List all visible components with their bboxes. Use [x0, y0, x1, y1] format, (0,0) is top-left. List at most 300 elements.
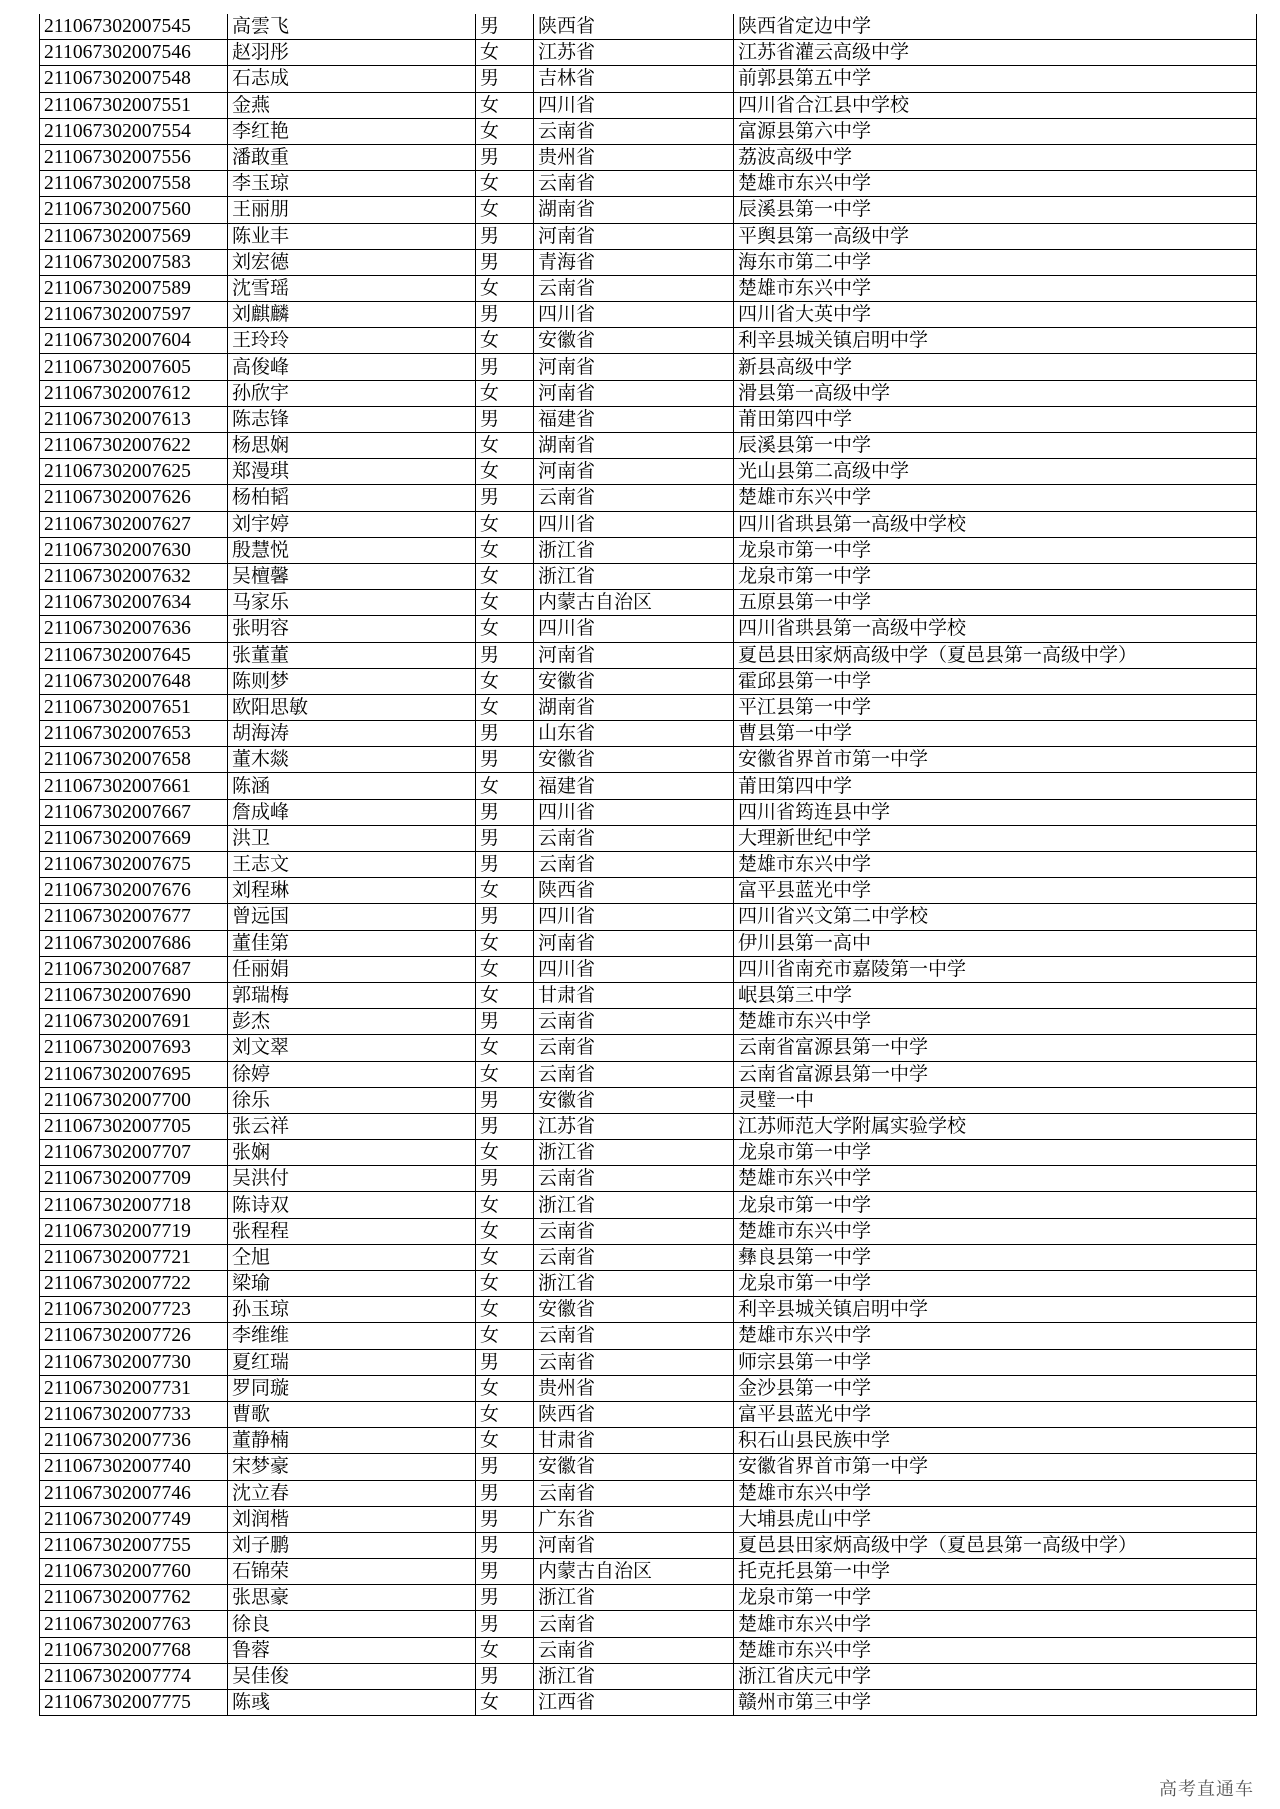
student-name-cell: 刘子鹏 — [228, 1532, 476, 1558]
province-cell: 云南省 — [534, 852, 734, 878]
candidate-id-cell: 211067302007669 — [40, 825, 228, 851]
student-name-cell: 吴洪付 — [228, 1166, 476, 1192]
school-cell: 大理新世纪中学 — [734, 825, 1257, 851]
table-row — [40, 1035, 1257, 1061]
student-name-cell: 陈诗双 — [228, 1192, 476, 1218]
table-row — [40, 511, 1257, 537]
province-cell: 河南省 — [534, 223, 734, 249]
province-cell: 四川省 — [534, 904, 734, 930]
candidate-id-cell: 211067302007676 — [40, 878, 228, 904]
student-name-cell: 陈则梦 — [228, 668, 476, 694]
province-cell: 浙江省 — [534, 1192, 734, 1218]
student-name-cell: 陈业丰 — [228, 223, 476, 249]
province-cell: 陕西省 — [534, 1401, 734, 1427]
student-name-cell: 董佳第 — [228, 930, 476, 956]
candidate-id-cell: 211067302007700 — [40, 1087, 228, 1113]
province-cell: 河南省 — [534, 642, 734, 668]
table-row — [40, 537, 1257, 563]
province-cell: 湖南省 — [534, 694, 734, 720]
table-row — [40, 328, 1257, 354]
school-cell: 夏邑县田家炳高级中学（夏邑县第一高级中学） — [734, 642, 1257, 668]
table-row — [40, 197, 1257, 223]
school-cell: 江苏师范大学附属实验学校 — [734, 1113, 1257, 1139]
school-cell: 富平县蓝光中学 — [734, 1401, 1257, 1427]
student-name-cell: 张娴 — [228, 1140, 476, 1166]
school-cell: 海东市第二中学 — [734, 249, 1257, 275]
candidate-id-cell: 211067302007556 — [40, 144, 228, 170]
student-name-cell: 张董董 — [228, 642, 476, 668]
student-name-cell: 曹歌 — [228, 1401, 476, 1427]
student-name-cell: 刘文翠 — [228, 1035, 476, 1061]
candidate-id-cell: 211067302007636 — [40, 616, 228, 642]
school-cell: 平江县第一中学 — [734, 694, 1257, 720]
school-cell: 平舆县第一高级中学 — [734, 223, 1257, 249]
gender-cell: 女 — [476, 40, 534, 66]
school-cell: 新县高级中学 — [734, 354, 1257, 380]
student-name-cell: 马家乐 — [228, 590, 476, 616]
student-name-cell: 郭瑞梅 — [228, 982, 476, 1008]
gender-cell: 男 — [476, 302, 534, 328]
student-name-cell: 张思豪 — [228, 1585, 476, 1611]
student-name-cell: 王丽朋 — [228, 197, 476, 223]
table-row — [40, 1271, 1257, 1297]
watermark: 高考直通车 — [1159, 1779, 1254, 1800]
school-cell: 龙泉市第一中学 — [734, 1192, 1257, 1218]
candidate-id-cell: 211067302007569 — [40, 223, 228, 249]
gender-cell: 女 — [476, 1061, 534, 1087]
school-cell: 前郭县第五中学 — [734, 66, 1257, 92]
table-row — [40, 1637, 1257, 1663]
province-cell: 云南省 — [534, 1349, 734, 1375]
table-row — [40, 1113, 1257, 1139]
school-cell: 五原县第一中学 — [734, 590, 1257, 616]
school-cell: 安徽省界首市第一中学 — [734, 1454, 1257, 1480]
province-cell: 浙江省 — [534, 1140, 734, 1166]
province-cell: 河南省 — [534, 459, 734, 485]
school-cell: 利辛县城关镇启明中学 — [734, 1297, 1257, 1323]
gender-cell: 女 — [476, 773, 534, 799]
province-cell: 安徽省 — [534, 1297, 734, 1323]
candidate-id-cell: 211067302007733 — [40, 1401, 228, 1427]
school-cell: 楚雄市东兴中学 — [734, 275, 1257, 301]
student-name-cell: 殷慧悦 — [228, 537, 476, 563]
table-row — [40, 66, 1257, 92]
gender-cell: 女 — [476, 1375, 534, 1401]
table-row — [40, 694, 1257, 720]
candidate-id-cell: 211067302007630 — [40, 537, 228, 563]
province-cell: 云南省 — [534, 1035, 734, 1061]
gender-cell: 男 — [476, 485, 534, 511]
school-cell: 光山县第二高级中学 — [734, 459, 1257, 485]
student-name-cell: 吴佳俊 — [228, 1663, 476, 1689]
candidate-id-cell: 211067302007722 — [40, 1271, 228, 1297]
school-cell: 滑县第一高级中学 — [734, 380, 1257, 406]
candidate-id-cell: 211067302007675 — [40, 852, 228, 878]
school-cell: 大埔县虎山中学 — [734, 1506, 1257, 1532]
gender-cell: 女 — [476, 118, 534, 144]
gender-cell: 男 — [476, 1009, 534, 1035]
table-row — [40, 747, 1257, 773]
table-row — [40, 1087, 1257, 1113]
table-row — [40, 668, 1257, 694]
school-cell: 托克托县第一中学 — [734, 1559, 1257, 1585]
gender-cell: 女 — [476, 930, 534, 956]
province-cell: 云南省 — [534, 275, 734, 301]
province-cell: 河南省 — [534, 354, 734, 380]
province-cell: 河南省 — [534, 930, 734, 956]
student-name-cell: 孙玉琼 — [228, 1297, 476, 1323]
school-cell: 灵璧一中 — [734, 1087, 1257, 1113]
school-cell: 赣州市第三中学 — [734, 1690, 1257, 1716]
gender-cell: 女 — [476, 171, 534, 197]
province-cell: 浙江省 — [534, 1585, 734, 1611]
student-name-cell: 沈雪瑶 — [228, 275, 476, 301]
province-cell: 安徽省 — [534, 668, 734, 694]
candidate-id-cell: 211067302007721 — [40, 1244, 228, 1270]
student-name-cell: 张云祥 — [228, 1113, 476, 1139]
table-row — [40, 1663, 1257, 1689]
province-cell: 贵州省 — [534, 1375, 734, 1401]
gender-cell: 女 — [476, 1323, 534, 1349]
gender-cell: 女 — [476, 1690, 534, 1716]
school-cell: 四川省珙县第一高级中学校 — [734, 616, 1257, 642]
school-cell: 四川省兴文第二中学校 — [734, 904, 1257, 930]
candidate-id-cell: 211067302007775 — [40, 1690, 228, 1716]
table-row — [40, 275, 1257, 301]
school-cell: 云南省富源县第一中学 — [734, 1061, 1257, 1087]
candidate-id-cell: 211067302007651 — [40, 694, 228, 720]
candidate-id-cell: 211067302007691 — [40, 1009, 228, 1035]
gender-cell: 男 — [476, 1113, 534, 1139]
province-cell: 四川省 — [534, 799, 734, 825]
school-cell: 浙江省庆元中学 — [734, 1663, 1257, 1689]
school-cell: 楚雄市东兴中学 — [734, 1166, 1257, 1192]
gender-cell: 男 — [476, 1349, 534, 1375]
province-cell: 福建省 — [534, 406, 734, 432]
student-name-cell: 鲁蓉 — [228, 1637, 476, 1663]
candidate-id-cell: 211067302007558 — [40, 171, 228, 197]
school-cell: 金沙县第一中学 — [734, 1375, 1257, 1401]
table-row — [40, 956, 1257, 982]
province-cell: 四川省 — [534, 92, 734, 118]
gender-cell: 男 — [476, 642, 534, 668]
candidate-id-cell: 211067302007546 — [40, 40, 228, 66]
table-row — [40, 563, 1257, 589]
school-cell: 楚雄市东兴中学 — [734, 1637, 1257, 1663]
candidate-id-cell: 211067302007551 — [40, 92, 228, 118]
table-row — [40, 616, 1257, 642]
gender-cell: 男 — [476, 1454, 534, 1480]
table-row — [40, 1532, 1257, 1558]
table-row — [40, 1611, 1257, 1637]
student-name-cell: 高雲飞 — [228, 14, 476, 40]
student-name-cell: 张程程 — [228, 1218, 476, 1244]
table-row — [40, 1192, 1257, 1218]
school-cell: 楚雄市东兴中学 — [734, 1218, 1257, 1244]
candidate-id-cell: 211067302007613 — [40, 406, 228, 432]
student-name-cell: 梁瑜 — [228, 1271, 476, 1297]
student-name-cell: 李玉琼 — [228, 171, 476, 197]
gender-cell: 男 — [476, 747, 534, 773]
gender-cell: 男 — [476, 904, 534, 930]
table-row — [40, 354, 1257, 380]
candidate-id-cell: 211067302007686 — [40, 930, 228, 956]
gender-cell: 女 — [476, 1637, 534, 1663]
province-cell: 江苏省 — [534, 40, 734, 66]
candidate-id-cell: 211067302007625 — [40, 459, 228, 485]
student-name-cell: 沈立春 — [228, 1480, 476, 1506]
school-cell: 岷县第三中学 — [734, 982, 1257, 1008]
province-cell: 河南省 — [534, 380, 734, 406]
candidate-id-cell: 211067302007763 — [40, 1611, 228, 1637]
gender-cell: 女 — [476, 1244, 534, 1270]
gender-cell: 女 — [476, 275, 534, 301]
school-cell: 龙泉市第一中学 — [734, 537, 1257, 563]
table-row — [40, 1009, 1257, 1035]
table-row — [40, 825, 1257, 851]
student-name-cell: 刘润楷 — [228, 1506, 476, 1532]
table-row — [40, 1166, 1257, 1192]
province-cell: 安徽省 — [534, 747, 734, 773]
gender-cell: 男 — [476, 721, 534, 747]
gender-cell: 男 — [476, 14, 534, 40]
table-row — [40, 302, 1257, 328]
gender-cell: 男 — [476, 1166, 534, 1192]
student-name-cell: 陈彧 — [228, 1690, 476, 1716]
student-name-cell: 潘敢重 — [228, 144, 476, 170]
student-name-cell: 石志成 — [228, 66, 476, 92]
gender-cell: 女 — [476, 694, 534, 720]
gender-cell: 女 — [476, 956, 534, 982]
table-row — [40, 249, 1257, 275]
province-cell: 河南省 — [534, 1532, 734, 1558]
candidate-id-cell: 211067302007731 — [40, 1375, 228, 1401]
gender-cell: 女 — [476, 590, 534, 616]
table-row — [40, 380, 1257, 406]
candidate-id-cell: 211067302007768 — [40, 1637, 228, 1663]
school-cell: 莆田第四中学 — [734, 773, 1257, 799]
province-cell: 云南省 — [534, 1218, 734, 1244]
student-name-cell: 刘宇婷 — [228, 511, 476, 537]
gender-cell: 男 — [476, 249, 534, 275]
province-cell: 浙江省 — [534, 1271, 734, 1297]
candidate-id-cell: 211067302007730 — [40, 1349, 228, 1375]
student-name-cell: 金燕 — [228, 92, 476, 118]
candidate-id-cell: 211067302007554 — [40, 118, 228, 144]
candidate-id-cell: 211067302007632 — [40, 563, 228, 589]
student-name-cell: 陈涵 — [228, 773, 476, 799]
gender-cell: 男 — [476, 406, 534, 432]
province-cell: 江苏省 — [534, 1113, 734, 1139]
gender-cell: 女 — [476, 563, 534, 589]
school-cell: 辰溪县第一中学 — [734, 197, 1257, 223]
student-name-cell: 杨思娴 — [228, 433, 476, 459]
candidate-id-cell: 211067302007755 — [40, 1532, 228, 1558]
province-cell: 广东省 — [534, 1506, 734, 1532]
table-row — [40, 721, 1257, 747]
table-row — [40, 904, 1257, 930]
candidate-id-cell: 211067302007583 — [40, 249, 228, 275]
gender-cell: 女 — [476, 668, 534, 694]
province-cell: 云南省 — [534, 1009, 734, 1035]
student-name-cell: 董木燚 — [228, 747, 476, 773]
candidate-id-cell: 211067302007622 — [40, 433, 228, 459]
school-cell: 楚雄市东兴中学 — [734, 1323, 1257, 1349]
school-cell: 楚雄市东兴中学 — [734, 852, 1257, 878]
province-cell: 湖南省 — [534, 433, 734, 459]
table-row — [40, 14, 1257, 40]
school-cell: 楚雄市东兴中学 — [734, 171, 1257, 197]
school-cell: 曹县第一中学 — [734, 721, 1257, 747]
student-name-cell: 李红艳 — [228, 118, 476, 144]
candidate-id-cell: 211067302007707 — [40, 1140, 228, 1166]
student-name-cell: 刘麒麟 — [228, 302, 476, 328]
school-cell: 莆田第四中学 — [734, 406, 1257, 432]
candidate-id-cell: 211067302007612 — [40, 380, 228, 406]
province-cell: 云南省 — [534, 1061, 734, 1087]
gender-cell: 男 — [476, 1611, 534, 1637]
table-row — [40, 773, 1257, 799]
province-cell: 四川省 — [534, 956, 734, 982]
school-cell: 荔波高级中学 — [734, 144, 1257, 170]
candidate-id-cell: 211067302007687 — [40, 956, 228, 982]
candidate-id-cell: 211067302007690 — [40, 982, 228, 1008]
candidate-id-cell: 211067302007705 — [40, 1113, 228, 1139]
candidate-id-cell: 211067302007589 — [40, 275, 228, 301]
gender-cell: 男 — [476, 799, 534, 825]
province-cell: 安徽省 — [534, 1454, 734, 1480]
gender-cell: 女 — [476, 878, 534, 904]
candidate-id-cell: 211067302007723 — [40, 1297, 228, 1323]
school-cell: 富平县蓝光中学 — [734, 878, 1257, 904]
table-row — [40, 1375, 1257, 1401]
gender-cell: 男 — [476, 354, 534, 380]
candidate-id-cell: 211067302007709 — [40, 1166, 228, 1192]
candidate-id-cell: 211067302007677 — [40, 904, 228, 930]
student-name-cell: 董静楠 — [228, 1428, 476, 1454]
province-cell: 贵州省 — [534, 144, 734, 170]
candidate-id-cell: 211067302007627 — [40, 511, 228, 537]
school-cell: 龙泉市第一中学 — [734, 1140, 1257, 1166]
table-row — [40, 930, 1257, 956]
gender-cell: 男 — [476, 144, 534, 170]
table-row — [40, 1559, 1257, 1585]
candidate-id-cell: 211067302007749 — [40, 1506, 228, 1532]
student-name-cell: 宋梦豪 — [228, 1454, 476, 1480]
gender-cell: 女 — [476, 1192, 534, 1218]
table-row — [40, 40, 1257, 66]
table-row — [40, 144, 1257, 170]
candidate-id-cell: 211067302007774 — [40, 1663, 228, 1689]
table-row — [40, 1454, 1257, 1480]
gender-cell: 女 — [476, 982, 534, 1008]
province-cell: 陕西省 — [534, 878, 734, 904]
gender-cell: 女 — [476, 92, 534, 118]
candidate-id-cell: 211067302007661 — [40, 773, 228, 799]
student-name-cell: 刘宏德 — [228, 249, 476, 275]
gender-cell: 女 — [476, 511, 534, 537]
school-cell: 云南省富源县第一中学 — [734, 1035, 1257, 1061]
admission-list-table — [39, 14, 1257, 1716]
student-name-cell: 任丽娟 — [228, 956, 476, 982]
student-name-cell: 李维维 — [228, 1323, 476, 1349]
school-cell: 江苏省灌云高级中学 — [734, 40, 1257, 66]
student-name-cell: 赵羽彤 — [228, 40, 476, 66]
gender-cell: 男 — [476, 1506, 534, 1532]
student-name-cell: 欧阳思敏 — [228, 694, 476, 720]
gender-cell: 女 — [476, 1297, 534, 1323]
candidate-id-cell: 211067302007718 — [40, 1192, 228, 1218]
school-cell: 夏邑县田家炳高级中学（夏邑县第一高级中学） — [734, 1532, 1257, 1558]
school-cell: 陕西省定边中学 — [734, 14, 1257, 40]
table-row — [40, 852, 1257, 878]
school-cell: 四川省珙县第一高级中学校 — [734, 511, 1257, 537]
candidate-id-cell: 211067302007605 — [40, 354, 228, 380]
gender-cell: 女 — [476, 1140, 534, 1166]
province-cell: 云南省 — [534, 1611, 734, 1637]
school-cell: 辰溪县第一中学 — [734, 433, 1257, 459]
table-row — [40, 1244, 1257, 1270]
school-cell: 楚雄市东兴中学 — [734, 1480, 1257, 1506]
gender-cell: 女 — [476, 616, 534, 642]
candidate-id-cell: 211067302007648 — [40, 668, 228, 694]
gender-cell: 女 — [476, 197, 534, 223]
province-cell: 浙江省 — [534, 563, 734, 589]
gender-cell: 男 — [476, 66, 534, 92]
school-cell: 师宗县第一中学 — [734, 1349, 1257, 1375]
table-row — [40, 92, 1257, 118]
table-row — [40, 433, 1257, 459]
gender-cell: 男 — [476, 1480, 534, 1506]
candidate-id-cell: 211067302007604 — [40, 328, 228, 354]
candidate-id-cell: 211067302007736 — [40, 1428, 228, 1454]
province-cell: 山东省 — [534, 721, 734, 747]
province-cell: 陕西省 — [534, 14, 734, 40]
province-cell: 安徽省 — [534, 328, 734, 354]
candidate-id-cell: 211067302007634 — [40, 590, 228, 616]
province-cell: 福建省 — [534, 773, 734, 799]
province-cell: 四川省 — [534, 302, 734, 328]
candidate-id-cell: 211067302007746 — [40, 1480, 228, 1506]
gender-cell: 女 — [476, 1035, 534, 1061]
gender-cell: 男 — [476, 825, 534, 851]
student-name-cell: 刘程琳 — [228, 878, 476, 904]
student-name-cell: 詹成峰 — [228, 799, 476, 825]
school-cell: 富源县第六中学 — [734, 118, 1257, 144]
table-row — [40, 590, 1257, 616]
gender-cell: 女 — [476, 1401, 534, 1427]
province-cell: 四川省 — [534, 511, 734, 537]
candidate-id-cell: 211067302007658 — [40, 747, 228, 773]
candidate-id-cell: 211067302007626 — [40, 485, 228, 511]
province-cell: 内蒙古自治区 — [534, 1559, 734, 1585]
table-row — [40, 1297, 1257, 1323]
table-row — [40, 799, 1257, 825]
school-cell: 利辛县城关镇启明中学 — [734, 328, 1257, 354]
candidate-id-cell: 211067302007645 — [40, 642, 228, 668]
student-name-cell: 张明容 — [228, 616, 476, 642]
province-cell: 云南省 — [534, 1166, 734, 1192]
table-row — [40, 1690, 1257, 1716]
student-name-cell: 胡海涛 — [228, 721, 476, 747]
table-row — [40, 982, 1257, 1008]
candidate-id-cell: 211067302007653 — [40, 721, 228, 747]
gender-cell: 女 — [476, 1428, 534, 1454]
candidate-id-cell: 211067302007740 — [40, 1454, 228, 1480]
school-cell: 伊川县第一高中 — [734, 930, 1257, 956]
school-cell: 龙泉市第一中学 — [734, 1271, 1257, 1297]
student-name-cell: 王志文 — [228, 852, 476, 878]
